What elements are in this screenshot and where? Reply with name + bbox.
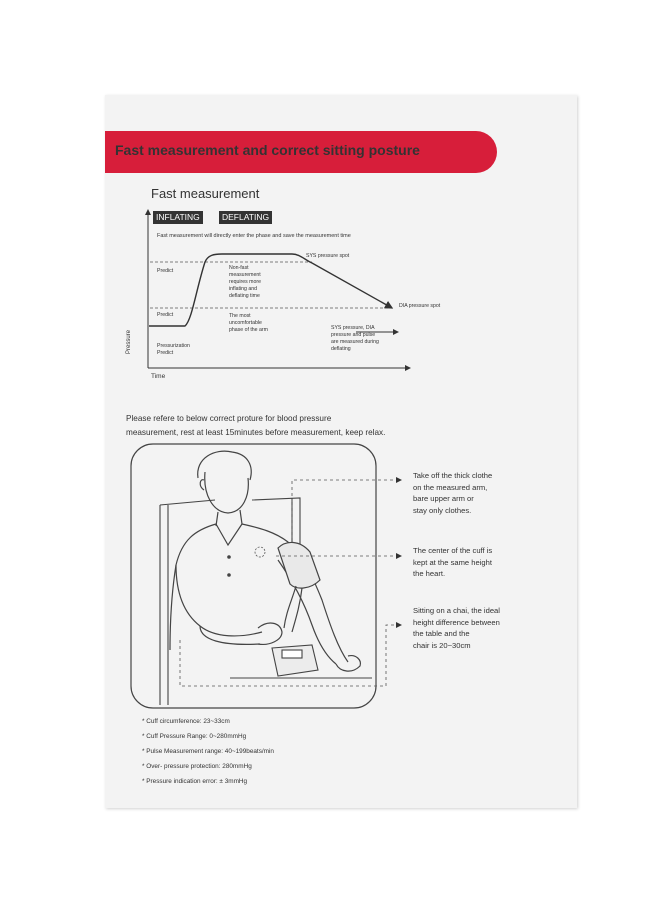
inflating-tag: INFLATING <box>153 211 203 224</box>
heart-marker <box>255 547 265 557</box>
dia-pressure-label: DIA pressure spot <box>399 303 441 309</box>
annotation-chair-line-1: Sitting on a chai, the ideal <box>413 606 500 615</box>
spec-indication-error: * Pressure indication error: ± 3mmHg <box>142 778 248 785</box>
annotation-cuff-line-3: the heart. <box>413 569 446 578</box>
annotation-clothes-line-3: bare upper arm or <box>413 494 474 503</box>
nonfast-note-4: inflating and <box>229 286 257 292</box>
guide-arrowheads <box>396 477 402 628</box>
pressurization-line-2: Predict <box>157 350 174 356</box>
nonfast-note-3: requires more <box>229 279 262 285</box>
person-illustration <box>170 451 360 671</box>
instruction-line-2: measurement, rest at least 15minutes before measurement, keep relax. <box>126 428 386 437</box>
sys-pressure-label: SYS pressure spot <box>306 253 350 259</box>
chart-note: Fast measurement will directly enter the phase and save the measurement time <box>157 233 351 239</box>
chart-title: Fast measurement <box>151 186 260 201</box>
annotation-cuff-line-1: The center of the cuff is <box>413 546 493 555</box>
spec-pulse-range: * Pulse Measurement range: 40~199beats/min <box>142 748 274 755</box>
spec-over-pressure: * Over- pressure protection: 280mmHg <box>142 763 252 770</box>
pressurization-line-1: Pressurization <box>157 343 190 349</box>
predict-label-mid: Predict <box>157 312 174 318</box>
pressure-curve <box>149 254 392 326</box>
annotation-clothes-line-1: Take off the thick clothe <box>413 471 493 480</box>
monitor-device <box>272 645 318 676</box>
annotation-clothes-line-2: on the measured arm, <box>413 482 488 492</box>
predict-label-top: Predict <box>157 268 174 274</box>
annotation-chair-line-4: chair is 20~30cm <box>413 640 471 650</box>
measured-note-1: SYS pressure, DIA <box>331 325 375 331</box>
measured-note-2: pressure and pulse <box>331 332 376 338</box>
uncomfortable-note-1: The most <box>229 313 251 319</box>
x-axis-label: Time <box>151 373 166 380</box>
annotation-chair-line-3: the table and the <box>413 629 470 638</box>
instruction-line-1: Please refere to below correct proture for blood pressure <box>126 414 332 423</box>
annotation-chair-line-2: height difference between <box>413 617 500 627</box>
y-axis-label: Pressure <box>126 329 132 354</box>
uncomfortable-note-3: phase of the arm <box>229 327 268 333</box>
measured-note-4: deflating <box>331 346 351 352</box>
deflating-tag: DEFLATING <box>219 211 272 224</box>
nonfast-note-2: measurement <box>229 272 261 278</box>
measured-note-3: are measured during <box>331 339 379 345</box>
chart-axes <box>148 210 410 368</box>
header-title: Fast measurement and correct sitting posture <box>115 142 420 158</box>
annotation-cuff-line-2: kept at the same height <box>413 557 492 567</box>
uncomfortable-note-2: uncomfortable <box>229 320 262 326</box>
spec-cuff-pressure-range: * Cuff Pressure Range: 0~280mmHg <box>142 733 247 740</box>
nonfast-note-5: deflating time <box>229 293 260 299</box>
spec-cuff-circumference: * Cuff circumference: 23~33cm <box>142 718 230 725</box>
nonfast-note-1: Non-fast <box>229 265 249 271</box>
annotation-clothes-line-4: stay only clothes. <box>413 505 472 515</box>
